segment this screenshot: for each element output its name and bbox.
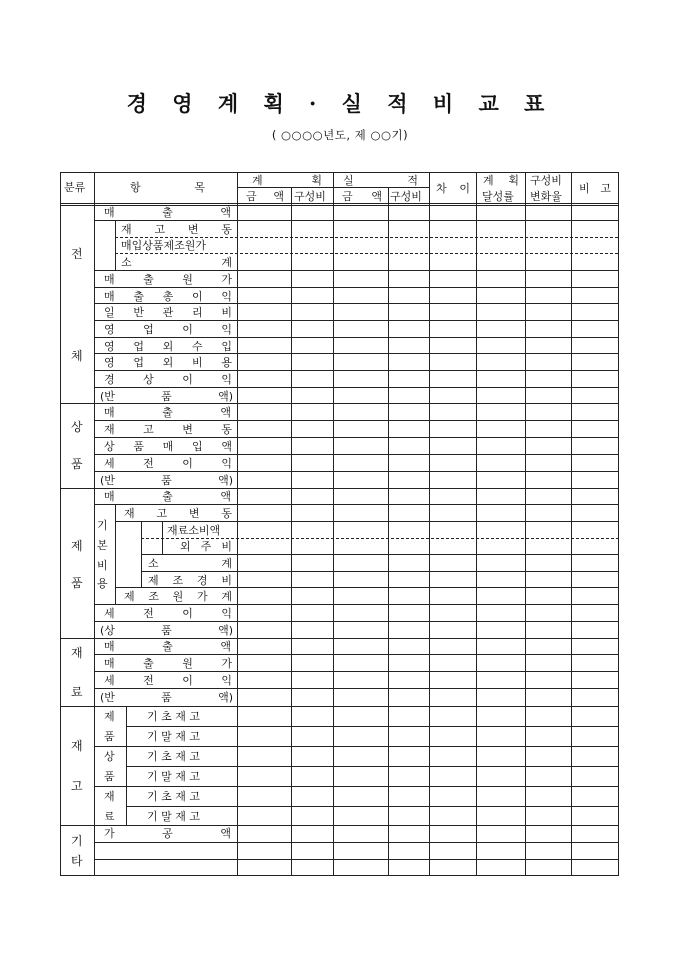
row-inventory-goods-opening: 기 초 재 고 <box>147 750 200 763</box>
section-label-product-2: 품 <box>71 576 83 590</box>
row-total-non-op-expense: 영 업 외 비 용 <box>104 356 232 369</box>
header-comp-change-top: 구성비 <box>530 174 562 187</box>
inventory-label-5: 재 <box>104 790 115 803</box>
row-other-processing: 가 공 액 <box>104 827 231 840</box>
section-label-inventory-2: 고 <box>71 779 83 793</box>
header-achievement-top: 계 획 <box>483 174 519 187</box>
page-title: 경 영 계 획 · 실 적 비 교 표 <box>126 91 554 116</box>
header-category: 분류 <box>64 181 86 194</box>
row-material-pretax: 세 전 이 익 <box>104 674 232 687</box>
row-product-mfg-cost-total: 제 조 원 가 계 <box>124 590 232 603</box>
row-material-sales: 매 출 액 <box>104 640 231 653</box>
section-label-goods-2: 품 <box>71 457 83 471</box>
inventory-label-1: 제 <box>104 710 115 723</box>
row-product-pretax: 세 전 이 익 <box>104 607 232 620</box>
basic-cost-label-2: 본 <box>97 539 108 552</box>
basic-cost-label-1: 기 <box>97 519 108 532</box>
row-inventory-product-opening: 기 초 재 고 <box>147 710 200 723</box>
row-product-inv-change: 재 고 변 동 <box>124 507 232 520</box>
header-remarks: 비 고 <box>579 182 611 195</box>
header-comp-change-bottom: 변화율 <box>530 190 562 203</box>
inventory-label-2: 품 <box>104 730 115 743</box>
row-total-returns: (반 품 액) <box>100 390 233 403</box>
section-label-product-1: 제 <box>71 539 83 553</box>
row-goods-inv-change: 재 고 변 동 <box>104 423 232 436</box>
row-inventory-material-opening: 기 초 재 고 <box>147 790 200 803</box>
inventory-label-4: 품 <box>104 770 115 783</box>
row-total-subtotal: 소 계 <box>121 256 232 269</box>
row-product-returns: (상 품 액) <box>100 624 233 637</box>
section-label-other-1: 기 <box>71 834 83 848</box>
basic-cost-label-3: 비 <box>97 559 108 572</box>
inventory-label-6: 료 <box>104 810 115 823</box>
row-goods-pretax: 세 전 이 익 <box>104 457 232 470</box>
header-actual: 실 적 <box>343 174 418 187</box>
row-total-non-op-income: 영 업 외 수 입 <box>104 340 232 353</box>
row-material-returns: (반 품 액) <box>100 691 233 704</box>
section-label-total-1: 전 <box>71 247 83 261</box>
inventory-label-3: 상 <box>104 750 115 763</box>
row-total-cogs: 매 출 원 가 <box>104 273 232 286</box>
row-goods-purchases: 상 품 매 입 액 <box>104 440 232 453</box>
row-product-sales: 매 출 액 <box>104 490 231 503</box>
header-item: 항 목 <box>130 181 205 194</box>
section-label-goods-1: 상 <box>71 420 83 434</box>
row-product-outsourcing: 외 주 비 <box>180 540 232 553</box>
section-label-material-2: 료 <box>71 685 83 699</box>
row-material-cogs: 매 출 원 가 <box>104 657 232 670</box>
row-goods-sales: 매 출 액 <box>104 406 231 419</box>
row-product-material-consumed: 재료소비액 <box>167 524 221 537</box>
row-total-sales: 매 출 액 <box>104 206 231 219</box>
section-label-material-1: 재 <box>71 646 83 660</box>
page-subtitle: ( ○○○○년도, 제 ○○기) <box>271 128 409 142</box>
section-label-other-2: 타 <box>71 854 83 868</box>
row-product-subtotal: 소 계 <box>148 557 232 570</box>
section-label-total-2: 체 <box>71 349 83 363</box>
row-total-sga: 일 반 관 리 비 <box>104 306 232 319</box>
row-inventory-goods-closing: 기 말 재 고 <box>147 770 200 783</box>
row-total-purchase-cost: 매입상품제조원가 <box>121 239 207 252</box>
header-plan-composition: 구성비 <box>294 190 326 203</box>
header-actual-composition: 구성비 <box>390 190 422 203</box>
row-inventory-material-closing: 기 말 재 고 <box>147 810 200 823</box>
row-goods-returns: (반 품 액) <box>100 474 233 487</box>
row-total-inv-change: 재 고 변 동 <box>121 223 232 236</box>
header-actual-amount: 금 액 <box>342 190 382 203</box>
section-label-inventory-1: 재 <box>71 739 83 753</box>
row-inventory-product-closing: 기 말 재 고 <box>147 730 200 743</box>
header-plan: 계 획 <box>252 174 322 187</box>
row-total-gross-profit: 매 출 총 이 익 <box>104 290 232 303</box>
row-product-mfg-expense: 제 조 경 비 <box>148 574 232 587</box>
header-plan-amount: 금 액 <box>246 190 284 203</box>
row-total-op-profit: 영 업 이 익 <box>104 323 232 336</box>
header-achievement-bottom: 달성률 <box>482 190 514 203</box>
row-total-ordinary-profit: 경 상 이 익 <box>104 373 232 386</box>
header-difference: 차 이 <box>436 182 470 195</box>
basic-cost-label-4: 용 <box>97 577 108 590</box>
